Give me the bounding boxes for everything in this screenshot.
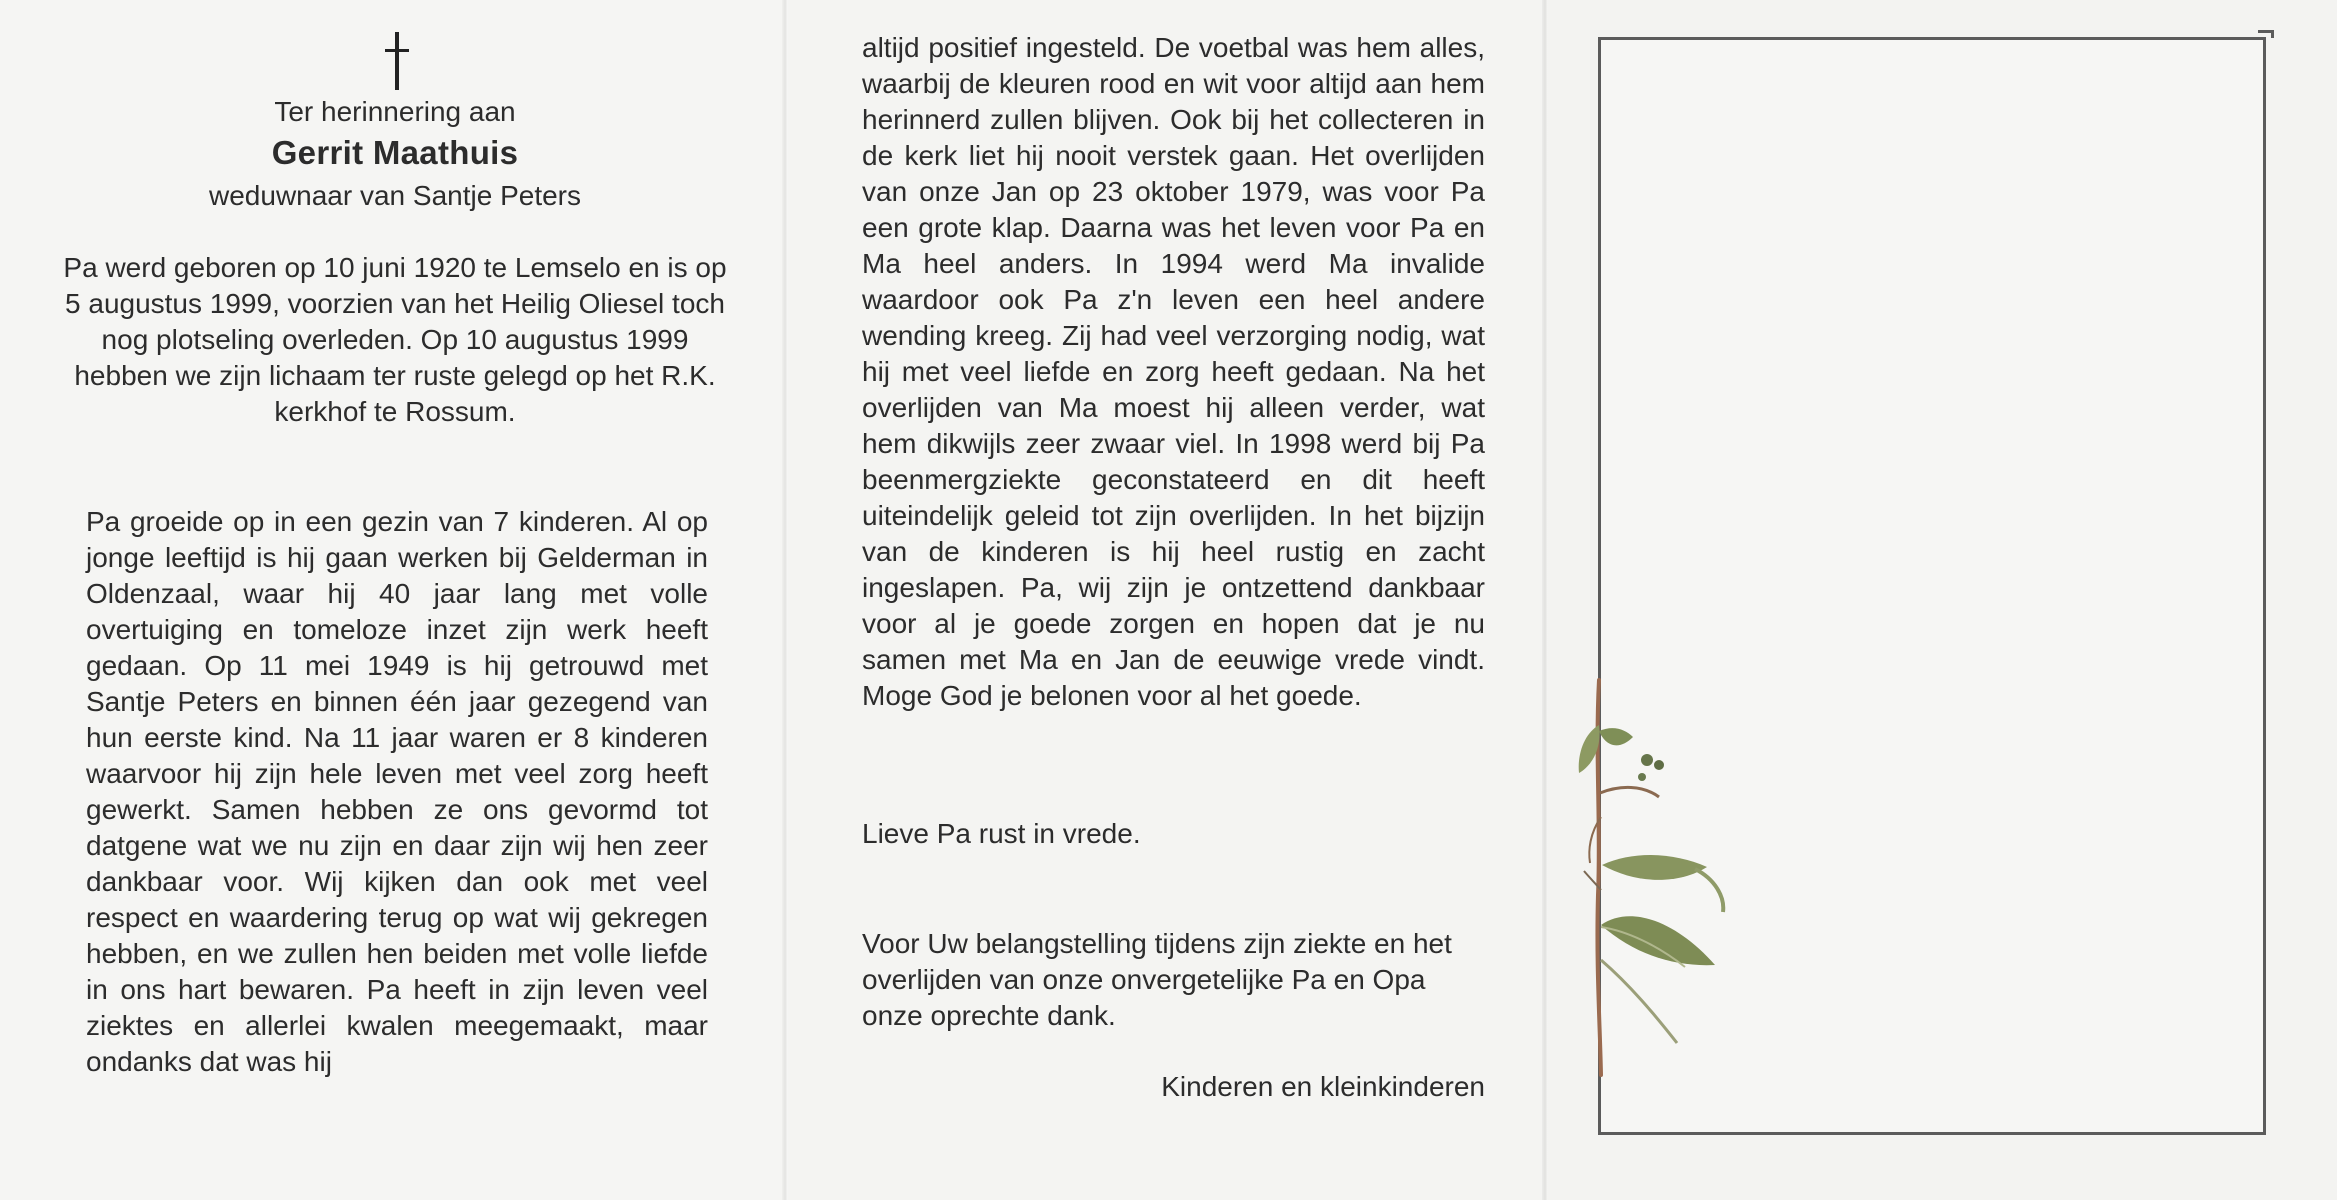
life-story-text: Pa groeide op in een gezin van 7 kinderen. Al op jonge leeftijd is hij gaan werken bij Gelderman in Oldenzaal, waar hij 40 jaar lang met volle overtuiging en tomeloze inzet zijn werk heeft gedaan. Op 11 mei 1949 is hij getrouwd met Santje Peters en binnen één jaar gezegend van hun eerste kind. Na 11 jaar waren er 8 kinderen waarvoor hij zijn hele leven met veel zorg heeft gewerkt. Samen hebben ze ons gevormd tot datgene wat we nu zijn en daar zijn wij hen zeer dankbaar voor. Wij kijken dan ook met veel respect en waardering terug op wat wij gekregen hebben, en we zullen hen beiden met volle liefde in ons hart bewaren. Pa heeft in zijn leven veel ziektes en allerlei kwalen meegemaakt, maar ondanks dat was hij: [86, 506, 708, 1077]
thanks-text: Voor Uw belangstelling tijdens zijn ziekte en het overlijden van onze onvergetelijke Pa en Opa onze oprechte dank.: [862, 928, 1452, 1031]
plant-sprig-icon: [1565, 645, 1785, 1095]
signature-text: Kinderen en kleinkinderen: [1161, 1071, 1485, 1102]
fold-line: [1542, 0, 1548, 1200]
farewell-text: Lieve Pa rust in vrede.: [862, 818, 1141, 849]
fold-line: [782, 0, 788, 1200]
cross-horizontal-bar: [385, 49, 409, 52]
spouse-line: weduwnaar van Santje Peters: [209, 180, 581, 211]
birth-death-text: Pa werd geboren op 10 juni 1920 te Lemselo en is op 5 augustus 1999, voorzien van het Heilig Oliesel toch nog plotseling overleden. Op 10 augustus 1999 hebben we zijn lichaam ter ruste gelegd op het R.K. kerkhof te Rossum.: [63, 252, 727, 427]
frame-corner-detail: [2258, 30, 2274, 38]
deceased-name: Gerrit Maathuis: [271, 134, 519, 171]
cross-icon: [377, 32, 417, 92]
cross-vertical-bar: [395, 32, 399, 90]
life-story-continued-text: altijd positief ingesteld. De voetbal was hem alles, waarbij de kleuren rood en wit voor altijd aan hem herinnerd zullen blijven. Ook bij het collecteren in de kerk liet hij nooit verstek gaan. Het overlijden van onze Jan op 23 oktober 1979, was voor Pa een grote klap. Daarna was het leven voor Pa en Ma heel anders. In 1994 werd Ma invalide waardoor ook Pa z'n leven een heel andere wending kreeg. Zij had veel verzorging nodig, wat hij met veel liefde en zorg heeft gedaan. Na het overlijden van Ma moest hij alleen verder, wat hem dikwijls zeer zwaar viel. In 1998 werd bij Pa beenmergziekte geconstateerd en dit heeft uiteindelijk geleid tot zijn overlijden. In het bijzijn van de kinderen is hij heel rustig en zacht ingeslapen. Pa, wij zijn je ontzettend dankbaar voor al je goede zorgen en hopen dat je nu samen met Ma en Jan de eeuwige vrede vindt. Moge God je belonen voor al het goede.: [862, 32, 1485, 711]
intro-text: Ter herinnering aan: [274, 96, 516, 127]
